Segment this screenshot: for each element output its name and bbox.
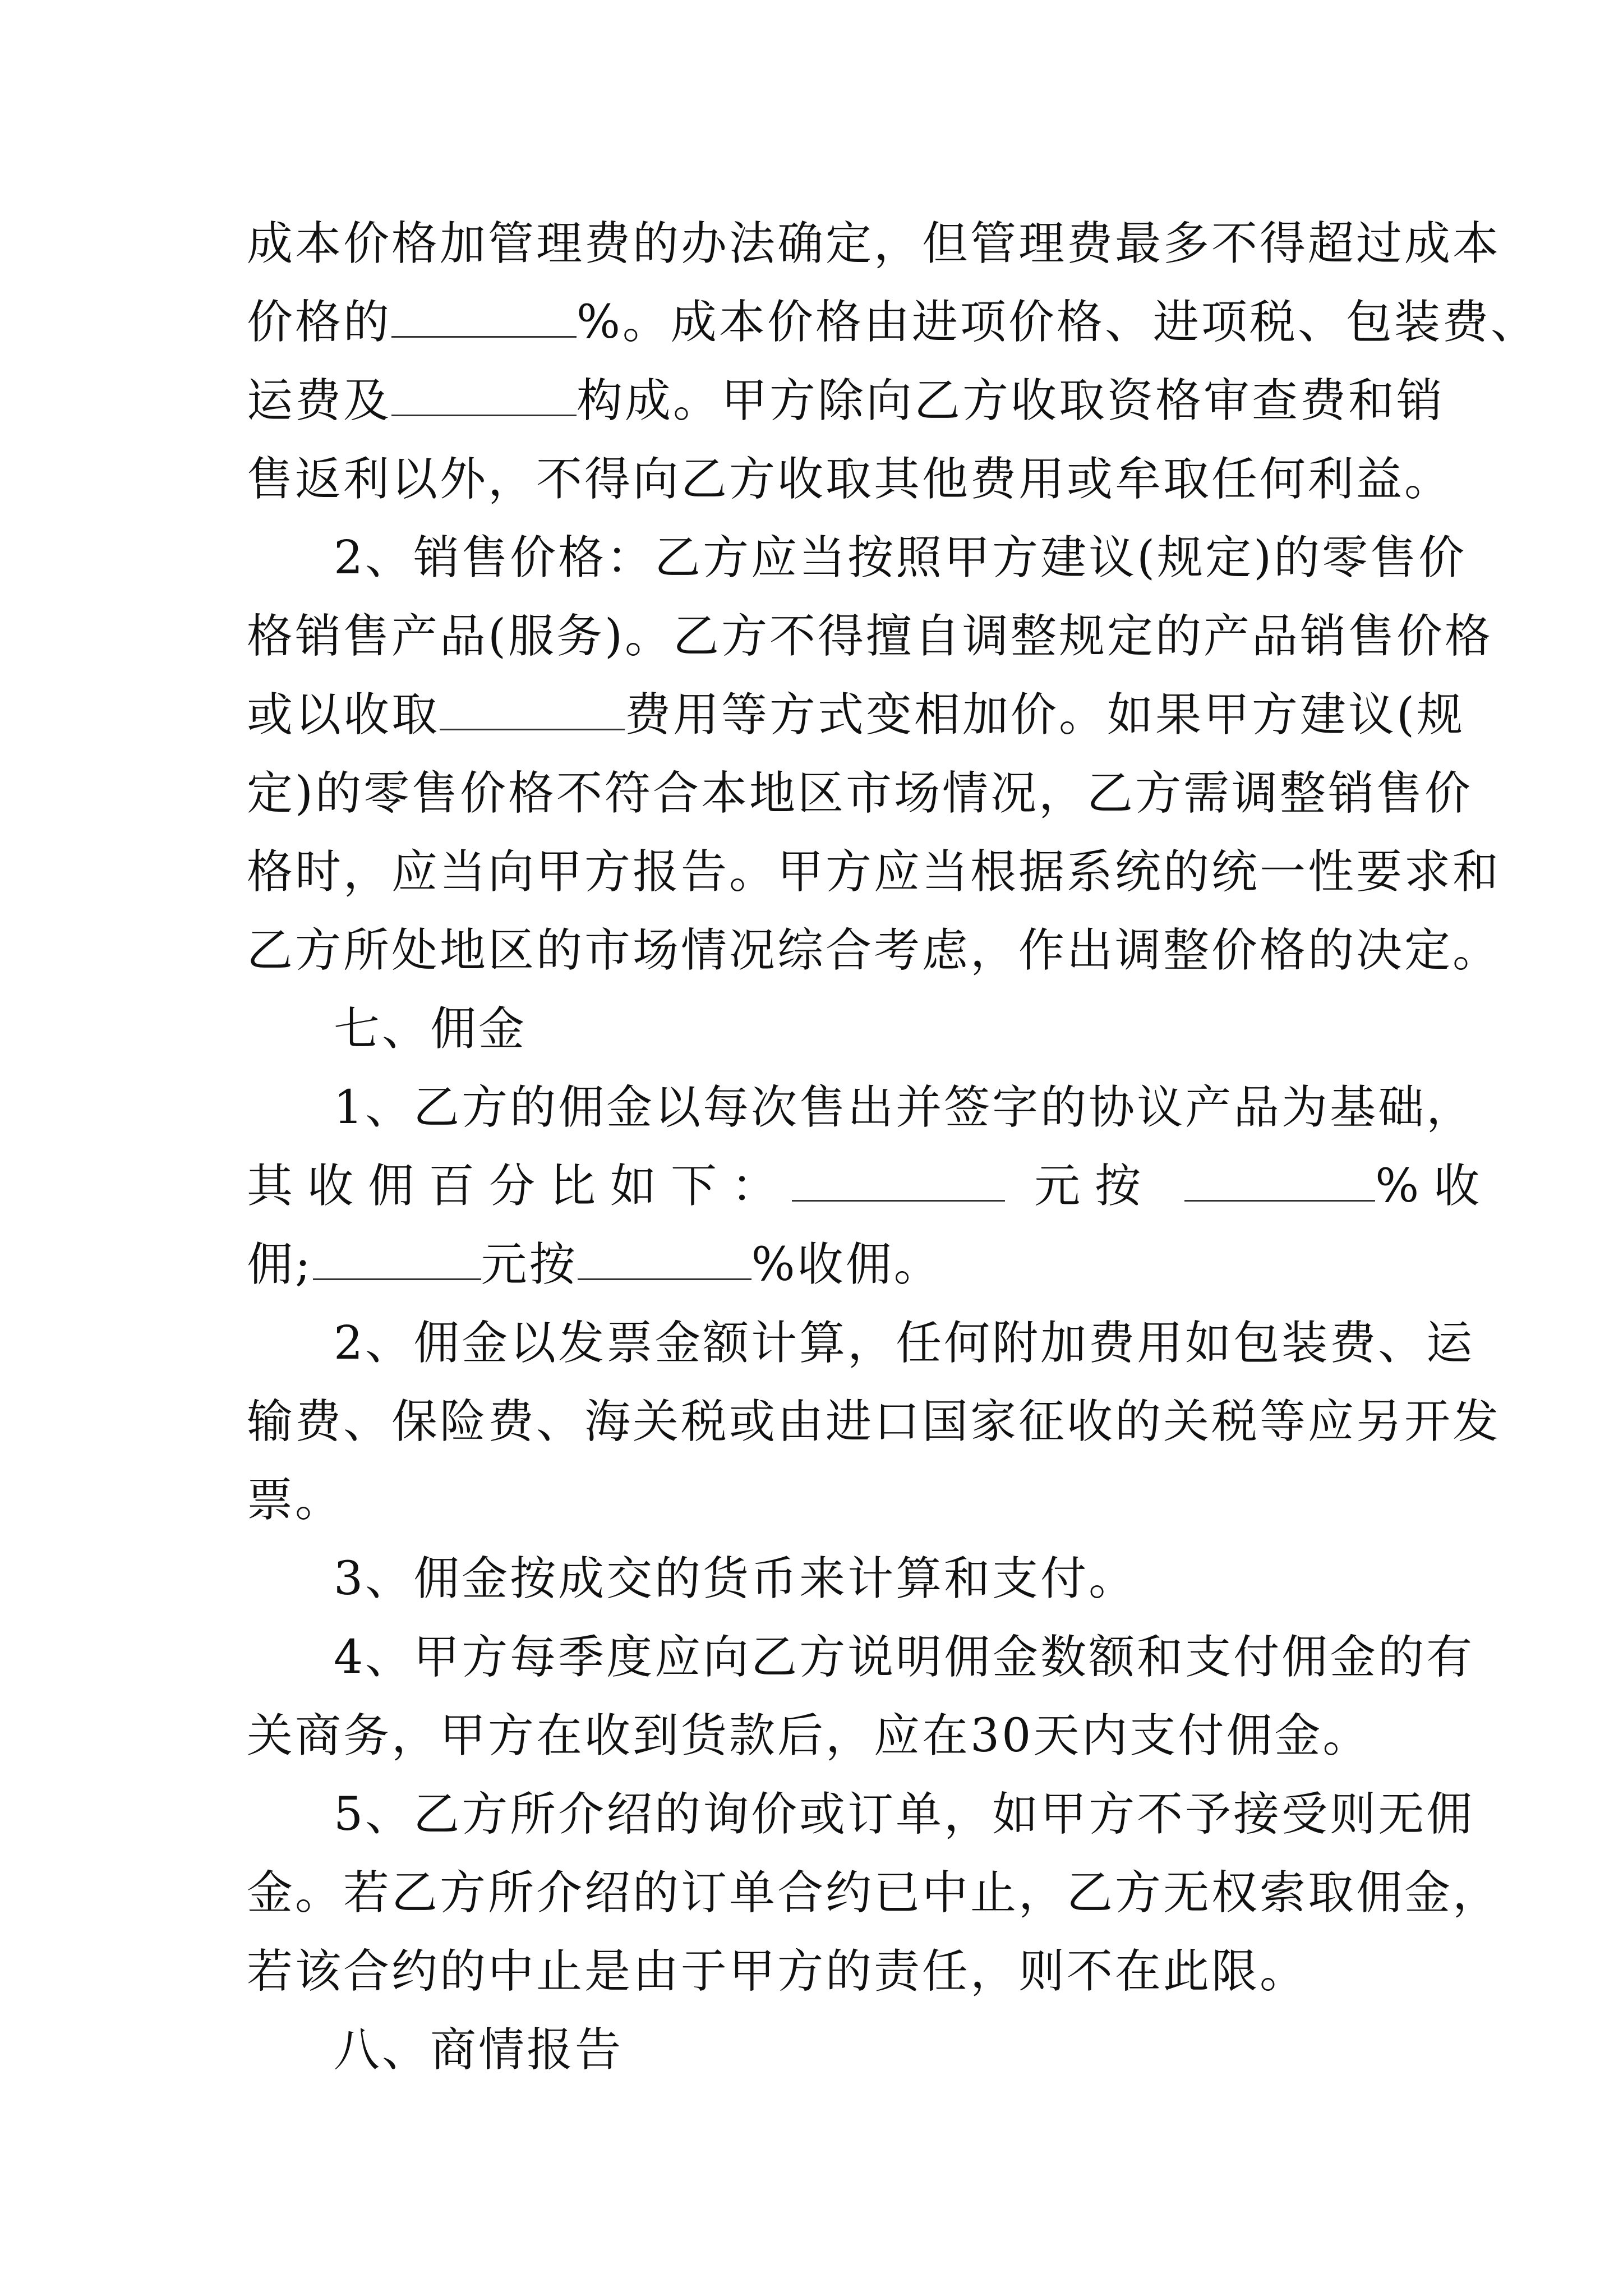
fill-blank[interactable] bbox=[1184, 1161, 1375, 1202]
fill-blank[interactable] bbox=[792, 1161, 1005, 1202]
text-fragment: 其收佣百分比如下： bbox=[247, 1159, 792, 1213]
text-line: 3、佣金按成交的货币来计算和支付。 bbox=[334, 1552, 1137, 1605]
text-fragment: 元按 bbox=[481, 1238, 578, 1291]
text-line bbox=[247, 687, 1465, 743]
text-line: 票。 bbox=[247, 1474, 344, 1527]
text-line: 若该合约的中止是由于甲方的责任，则不在此限。 bbox=[247, 1945, 1308, 1998]
text-line: 乙方所处地区的市场情况综合考虑，作出调整价格的决定。 bbox=[247, 924, 1501, 977]
text-fragment: 价格的 bbox=[247, 296, 392, 349]
text-line bbox=[247, 1237, 1391, 1293]
text-fragment: 运费及 bbox=[247, 374, 392, 427]
text-line: 成本价格加管理费的办法确定，但管理费最多不得超过成本 bbox=[247, 217, 1501, 270]
fill-blank[interactable] bbox=[578, 1239, 751, 1280]
text-line: 格时，应当向甲方报告。甲方应当根据系统的统一性要求和 bbox=[247, 845, 1501, 899]
text-fragment: %收佣。 bbox=[751, 1238, 942, 1291]
text-fragment: 费用等方式变相加价。如果甲方建议(规 bbox=[625, 688, 1465, 742]
text-line: 金。若乙方所介绍的订单合约已中止，乙方无权索取佣金， bbox=[247, 1866, 1501, 1920]
text-line: 5、乙方所介绍的询价或订单，如甲方不予接受则无佣 bbox=[334, 1788, 1475, 1841]
text-fragment: 构成。甲方除向乙方收取资格审查费和销 bbox=[577, 374, 1445, 427]
text-line: 输费、保险费、海关税或由进口国家征收的关税等应另开发 bbox=[247, 1395, 1501, 1448]
text-line: 4、甲方每季度应向乙方说明佣金数额和支付佣金的有 bbox=[334, 1631, 1475, 1684]
text-line bbox=[247, 373, 1445, 429]
text-line: 关商务，甲方在收到货款后，应在30天内支付佣金。 bbox=[247, 1709, 1371, 1763]
text-line: 1、乙方的佣金以每次售出并签字的协议产品为基础， bbox=[334, 1081, 1475, 1134]
text-fragment: %收 bbox=[1375, 1159, 1495, 1213]
text-fragment: 或以收取 bbox=[247, 688, 440, 742]
text-fragment: 佣; bbox=[247, 1238, 313, 1291]
text-line: 格销售产品(服务)。乙方不得擅自调整规定的产品销售价格 bbox=[247, 610, 1493, 663]
section-heading: 八、商情报告 bbox=[334, 2023, 624, 2077]
text-line bbox=[247, 1158, 1495, 1214]
text-line bbox=[247, 295, 1539, 351]
fill-blank[interactable] bbox=[391, 297, 577, 338]
text-line: 2、佣金以发票金额计算，任何附加费用如包装费、运 bbox=[334, 1317, 1475, 1370]
fill-blank[interactable] bbox=[313, 1239, 481, 1280]
fill-blank[interactable] bbox=[440, 689, 625, 730]
fill-blank[interactable] bbox=[391, 375, 577, 416]
section-heading: 七、佣金 bbox=[334, 1002, 527, 1056]
text-line: 定)的零售价格不符合本地区市场情况，乙方需调整销售价 bbox=[247, 767, 1473, 820]
text-line: 2、销售价格：乙方应当按照甲方建议(规定)的零售价 bbox=[334, 531, 1467, 585]
text-line: 售返利以外，不得向乙方收取其他费用或牟取任何利益。 bbox=[247, 453, 1453, 506]
text-fragment: %。成本价格由进项价格、进项税、包装费、 bbox=[577, 296, 1539, 349]
text-fragment: 元按 bbox=[1034, 1159, 1156, 1213]
